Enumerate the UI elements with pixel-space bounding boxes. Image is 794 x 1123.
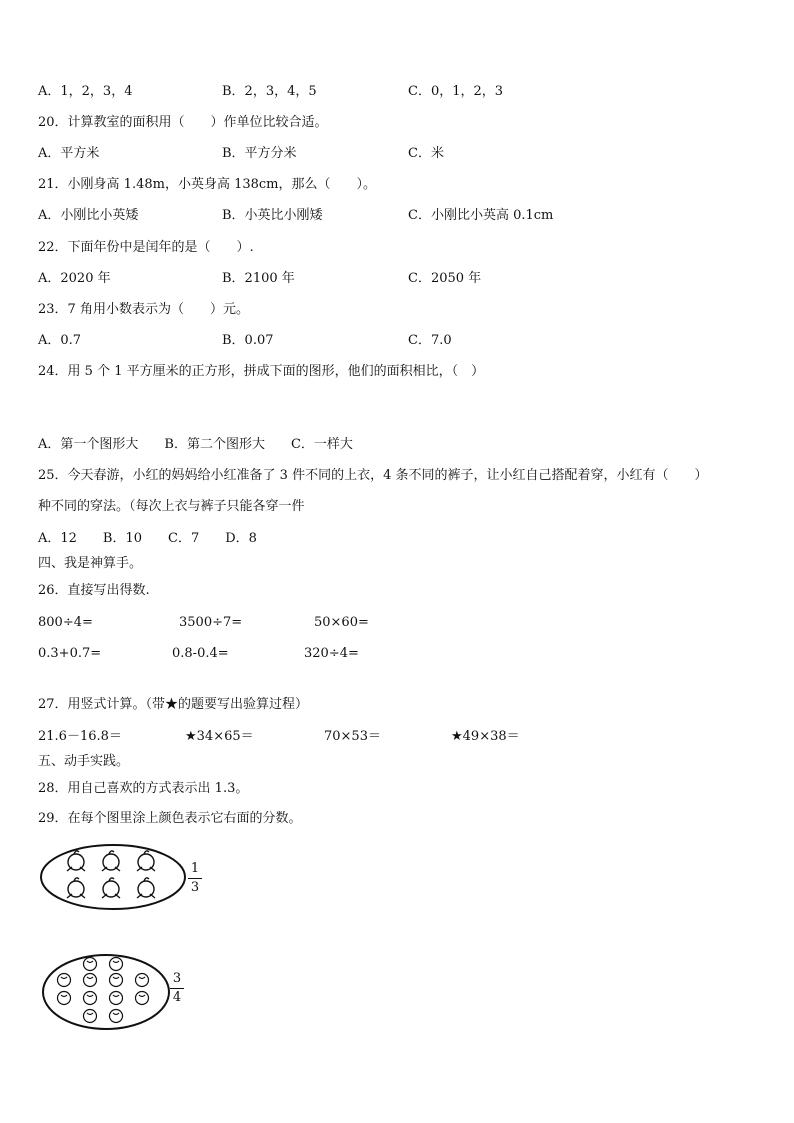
q24-options: A．第一个图形大 B．第二个图形大 C．一样大 — [38, 437, 353, 452]
q25-options: A．12 B．10 C．7 D．8 — [38, 531, 257, 546]
q19-option-a: A．1，2，3，4 — [38, 84, 133, 99]
fraction-numerator: 1 — [190, 861, 200, 876]
q24-stem: 24．用 5 个 1 平方厘米的正方形，拼成下面的图形，他们的面积相比，（ ） — [38, 364, 485, 379]
q21-option-b: B．小英比小刚矮 — [222, 208, 323, 223]
q29-figure-1-oval — [38, 842, 188, 912]
q28-stem: 28．用自己喜欢的方式表示出 1.3。 — [38, 781, 249, 796]
q27-stem: 27．用竖式计算。（带★的题要写出验算过程） — [38, 697, 309, 712]
q26-expr-2: 3500÷7= — [179, 615, 243, 630]
q27-expr-3: 70×53＝ — [324, 729, 381, 744]
q26-expr-1: 800÷4= — [38, 615, 93, 630]
q26-expr-3: 50×60= — [314, 615, 369, 630]
q22-option-b: B．2100 年 — [222, 271, 295, 286]
q22-stem: 22．下面年份中是闰年的是（ ）. — [38, 240, 254, 255]
q29-fraction-2 — [170, 972, 184, 1005]
q27-expr-4: ★49×38＝ — [451, 729, 520, 744]
q25-stem-line2: 种不同的穿法。（每次上衣与裤子只能各穿一件 — [38, 499, 305, 514]
q26-expr-5: 0.8-0.4= — [172, 646, 229, 661]
q26-stem: 26．直接写出得数. — [38, 583, 150, 598]
q22-option-a: A．2020 年 — [38, 271, 111, 286]
q23-option-c: C．7.0 — [408, 333, 452, 348]
q20-option-b: B．平方分米 — [222, 146, 297, 161]
fraction-denominator: 3 — [190, 880, 200, 895]
q25-stem-line1: 25．今天春游，小红的妈妈给小红准备了 3 件不同的上衣，4 条不同的裤子，让小红自己搭配着穿，小红有（ ） — [38, 468, 708, 483]
q29-figure-2-oval — [40, 952, 172, 1032]
q26-expr-4: 0.3+0.7= — [38, 646, 102, 661]
q23-option-a: A．0.7 — [38, 333, 82, 348]
q21-option-c: C．小刚比小英高 0.1cm — [408, 208, 554, 223]
fruit-icon — [58, 958, 149, 1023]
q27-expr-1: 21.6－16.8＝ — [38, 729, 122, 744]
q19-option-b: B．2，3，4，5 — [222, 84, 317, 99]
q21-option-a: A．小刚比小英矮 — [38, 208, 139, 223]
q29-stem: 29．在每个图里涂上颜色表示它右面的分数。 — [38, 811, 302, 826]
q27-expr-2: ★34×65＝ — [185, 729, 254, 744]
fruit-icon — [67, 851, 155, 898]
q20-option-a: A．平方米 — [38, 146, 100, 161]
q23-stem: 23．7 角用小数表示为（ ）元。 — [38, 302, 249, 317]
section-5-heading: 五、动手实践。 — [38, 754, 130, 769]
q21-stem: 21．小刚身高 1.48m，小英身高 138cm，那么（ ）。 — [38, 177, 377, 192]
q19-option-c: C．0，1，2，3 — [408, 84, 504, 99]
q29-fraction-1 — [188, 862, 202, 895]
q26-expr-6: 320÷4= — [304, 646, 359, 661]
q20-stem: 20．计算教室的面积用（ ）作单位比较合适。 — [38, 115, 328, 130]
fraction-numerator: 3 — [172, 971, 182, 986]
q23-option-b: B．0.07 — [222, 333, 274, 348]
q22-option-c: C．2050 年 — [408, 271, 482, 286]
q20-option-c: C．米 — [408, 146, 444, 161]
section-4-heading: 四、我是神算手。 — [38, 556, 143, 571]
fraction-denominator: 4 — [172, 990, 182, 1005]
